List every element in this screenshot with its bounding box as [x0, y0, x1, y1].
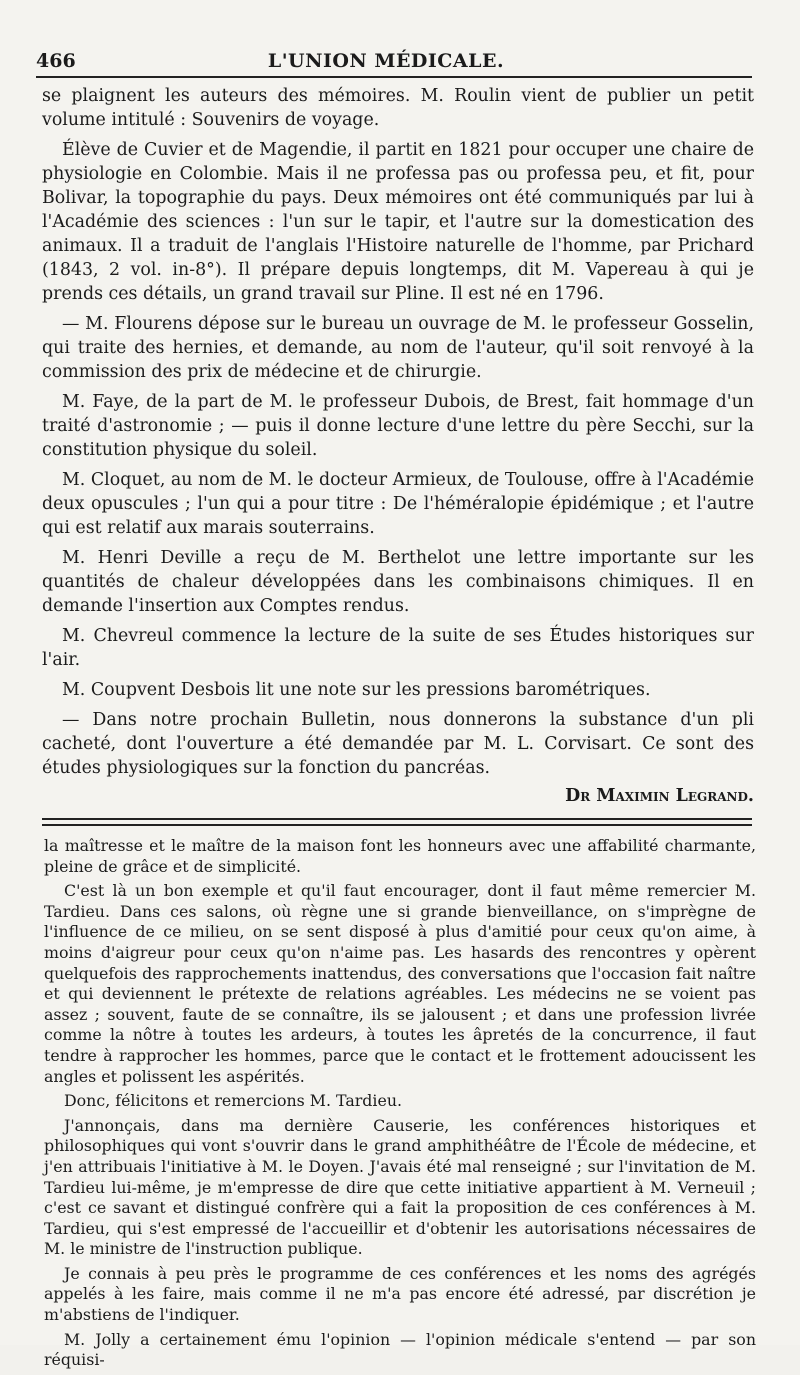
paragraph: M. Faye, de la part de M. le professeur Dubois, de Brest, fait hommage d'un traité d'astronomie ; — puis il donne lecture d'une lettre du père Secchi, sur la constitution physique du soleil. — [42, 392, 754, 460]
header-rule — [36, 76, 752, 78]
paragraph: — M. Flourens dépose sur le bureau un ouvrage de M. le professeur Gosselin, qui traite des hernies, et demande, au nom de l'auteur, qu'il soit renvoyé à la commission des prix de médecine et de chirurgie. — [42, 314, 754, 382]
page-number: 466 — [36, 50, 76, 72]
paragraph: C'est là un bon exemple et qu'il faut encourager, dont il faut même remercier M. Tardieu. Dans ces salons, où règne une si grande bienveillance, on s'imprègne de l'influence de ce milieu, on se sent disposé à plus d'amitié pour ceux qu'on aime, à moins d'aigreur pour ceux qu'on n'aime pas. Les hasards des rencontres y opèrent quelquefois des rapprochements inattendus, des conversations que l'occasion fait naître et qui deviennent le prétexte de relations agréables. Les médecins ne se voient pas assez ; souvent, faute de se connaître, ils se jalousent ; et dans une profession livrée comme la nôtre à toutes les ardeurs, à toutes les âpretés de la concurrence, il faut tendre à rapprocher les hommes, parce que le contact et le frottement adoucissent les angles et polissent les aspérités. — [44, 881, 756, 1086]
feuilleton-rule-bottom — [42, 824, 752, 826]
author-signature: Dr Maximin Legrand. — [565, 786, 754, 806]
page-header — [36, 42, 736, 72]
paragraph: se plaignent les auteurs des mémoires. M. Roulin vient de publier un petit volume intitulé : Souvenirs de voyage. — [42, 86, 754, 130]
paragraph: — Dans notre prochain Bulletin, nous donnerons la substance d'un pli cacheté, dont l'ouverture a été demandée par M. L. Corvisart. Ce sont des études physiologiques sur la fonction du pancréas. — [42, 710, 754, 778]
paragraph: M. Cloquet, au nom de M. le docteur Armieux, de Toulouse, offre à l'Académie deux opuscules ; l'un qui a pour titre : De l'héméralopie épidémique ; et l'autre qui est relatif aux marais souterrains. — [42, 470, 754, 538]
paragraph: M. Jolly a certainement ému l'opinion — l'opinion médicale s'entend — par son réquisi- — [44, 1329, 756, 1370]
journal-title: L'UNION MÉDICALE. — [267, 50, 505, 72]
paragraph: M. Chevreul commence la lecture de la suite de ses Études historiques sur l'air. — [42, 626, 754, 670]
paragraph: M. Henri Deville a reçu de M. Berthelot une lettre importante sur les quantités de chaleur développées dans les combinaisons chimiques. Il en demande l'insertion aux Comptes rendus. — [42, 548, 754, 616]
feuilleton-section — [44, 836, 756, 1375]
paragraph: Élève de Cuvier et de Magendie, il partit en 1821 pour occuper une chaire de physiologie en Colombie. Mais il ne professa pas ou professa peu, et fit, pour Bolivar, la topographie du pays. Deux mémoires ont été communiqués par lui à l'Académie des sciences : l'un sur le tapir, et l'autre sur la domestication des animaux. Il a traduit de l'anglais l'Histoire naturelle de l'homme, par Prichard (1843, 2 vol. in-8°). Il prépare depuis longtemps, dit M. Vapereau à qui je prends ces détails, un grand travail sur Pline. Il est né en 1796. — [42, 140, 754, 304]
feuilleton-rule-top — [42, 818, 752, 820]
paragraph: la maîtresse et le maître de la maison font les honneurs avec une affabilité charmante, pleine de grâce et de simplicité. — [44, 836, 756, 876]
academy-report-section — [42, 84, 754, 808]
paragraph: Je connais à peu près le programme de ces conférences et les noms des agrégés appelés à les faire, mais comme il ne m'a pas encore été adressé, par discrétion je m'abstiens de l'indiquer. — [44, 1263, 756, 1325]
paragraph: M. Coupvent Desbois lit une note sur les pressions barométriques. — [62, 680, 651, 700]
paragraph: J'annonçais, dans ma dernière Causerie, les conférences historiques et philosophiques qui vont s'ouvrir dans le grand amphithéâtre de l'École de médecine, et j'en attribuais l'initiative à M. le Doyen. J'avais été mal renseigné ; sur l'invitation de M. Tardieu lui-même, je m'empresse de dire que cette initiative appartient à M. Verneuil ; c'est ce savant et distingué confrère qui a fait la proposition de ces conférences à M. Tardieu, qui s'est empressé de l'accueillir et d'obtenir les autorisations nécessaires de M. le ministre de l'instruction publique. — [44, 1115, 756, 1259]
paragraph: Donc, félicitons et remercions M. Tardieu. — [64, 1091, 403, 1111]
